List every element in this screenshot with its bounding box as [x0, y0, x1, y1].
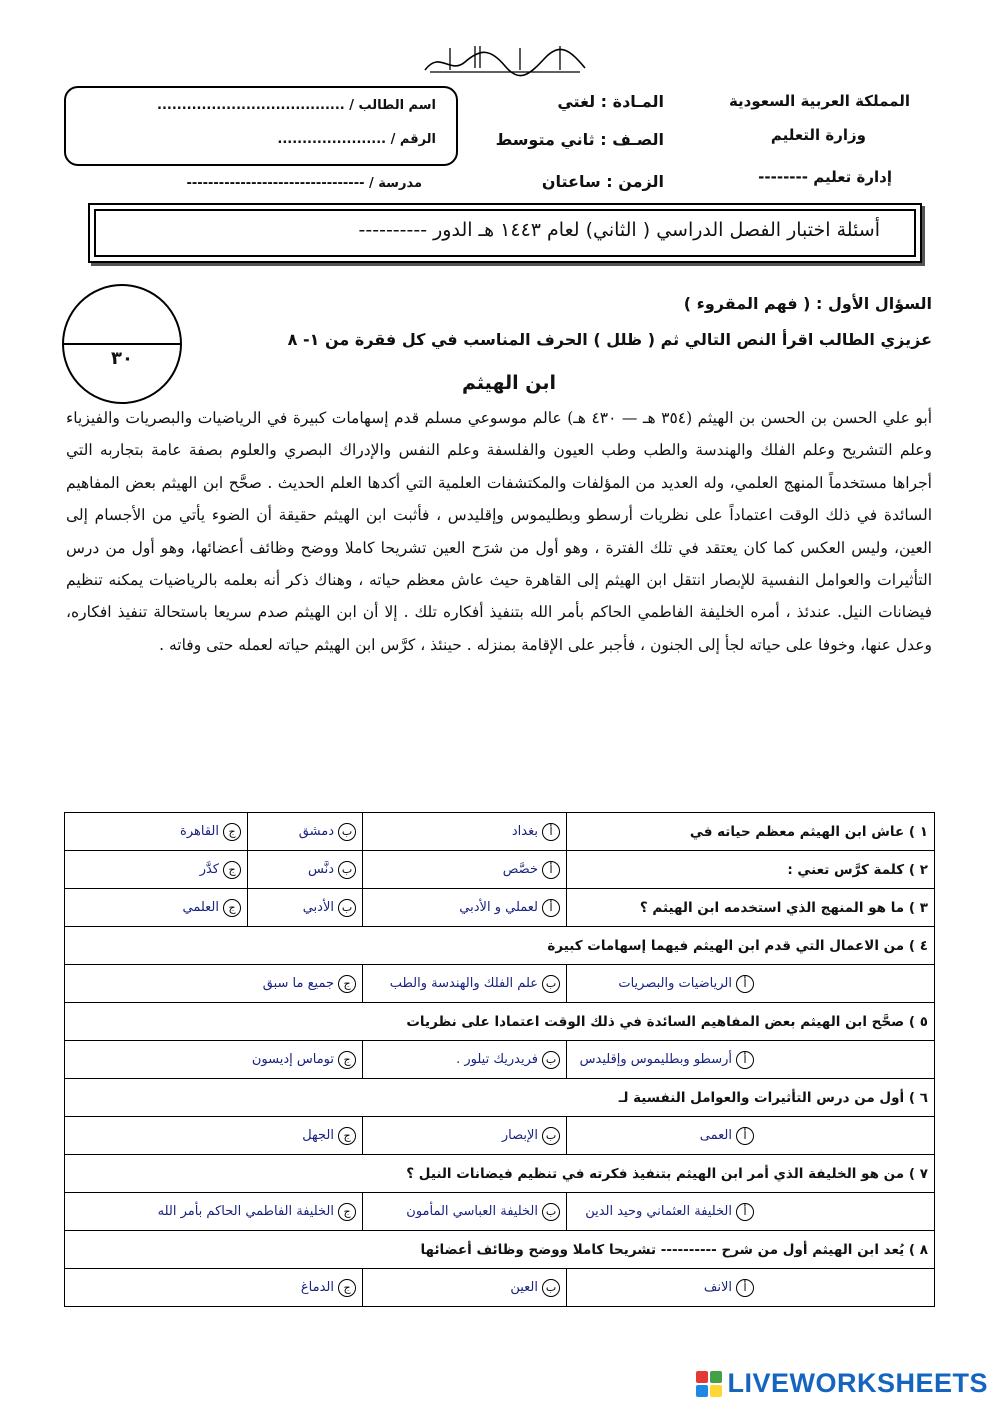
- grade-label: الصـف : ثاني متوسط: [495, 130, 664, 149]
- exam-title: أسئلة اختبار الفصل الدراسي ( الثاني) لعام ١٤٤٣ هـ الدور ----------: [358, 219, 880, 241]
- question-text-5: ٥ ) صحَّح ابن الهيثم بعض المفاهيم السائدة في ذلك الوقت اعتمادا على نظريات: [65, 1003, 935, 1041]
- option-a-4[interactable]: أ الرياضيات والبصريات: [567, 965, 935, 1003]
- admin-label: إدارة تعليم --------: [758, 168, 892, 186]
- option-b-1[interactable]: ب دمشق: [248, 813, 363, 851]
- options-row-6: [65, 1117, 935, 1155]
- option-b-4[interactable]: ب علم الفلك والهندسة والطب: [363, 965, 567, 1003]
- student-info-box: [64, 86, 458, 166]
- option-c-7[interactable]: ج الخليفة الفاطمي الحاكم بأمر الله: [65, 1193, 363, 1231]
- question-text-3: ٣ ) ما هو المنهج الذي استخدمه ابن الهيثم ؟: [567, 889, 935, 927]
- question-text-4: ٤ ) من الاعمال التي قدم ابن الهيثم فيهما إسهامات كبيرة: [65, 927, 935, 965]
- question-row-4: [65, 927, 935, 965]
- basmala-calligraphy: [420, 40, 590, 80]
- option-c-1[interactable]: ج القاهرة: [65, 813, 248, 851]
- question1-instruction: عزيزي الطالب اقرأ النص التالي ثم ( ظلل ) الحرف المناسب في كل فقرة من ١- ٨: [287, 330, 932, 349]
- option-c-8[interactable]: ج الدماغ: [65, 1269, 363, 1307]
- country-label: المملكة العربية السعودية: [728, 92, 910, 110]
- score-total: ٣٠: [111, 348, 133, 369]
- option-a-7[interactable]: أ الخليفة العثماني وحيد الدين: [567, 1193, 935, 1231]
- options-row-4: [65, 965, 935, 1003]
- score-circle: [62, 284, 182, 404]
- subject-label: المـادة : لغتي: [557, 92, 664, 111]
- ministry-label: وزارة التعليم: [770, 126, 866, 144]
- reading-passage: أبو علي الحسن بن الحسن بن الهيثم (٣٥٤ هـ — ٤٣٠ هـ) عالم موسوعي مسلم قدم إسهامات كبيرة في الرياضيات والبصريات والفيزياء وعلم التشريح وعلم الفلك والهندسة والطب وطب العيون والفلسفة وعلم النفس والإدراك البصري والعلوم بصفة عامة بتجاربه التي أجراها مستخدماً المنهج العلمي، وله العديد من المؤلفات والمكتشفات العلمية التي أكدها العلم الحديث . صحَّح ابن الهيثم بعض المفاهيم السائدة في ذلك الوقت اعتماداً على نظريات أرسطو وبطليموس وإقليدس ، فأثبت ابن الهيثم حقيقة أن الضوء يأتي من الأجسام إلى العين، وليس العكس كما كان يعتقد في تلك الفترة ، وهو أول من شرَح العين تشريحا كاملا ووضح وظائف أعضائها، وهو أول من درس التأثيرات والعوامل النفسية للإبصار انتقل ابن الهيثم إلى القاهرة حيث عاش معظم حياته ، وهناك ذكر أنه بعلمه بالرياضيات يمكنه تنظيم فيضانات النيل. عندئذ ، أمره الخليفة الفاطمي الحاكم بأمر الله بتنفيذ أفكاره تلك . إلا أن ابن الهيثم صدم سريعا باستحالة تنفيذ افكاره، وعدل عنها، وخوفا على حياته لجأ إلى الجنون ، فأجبر على الإقامة بمنزله . حينئذ ، كرَّس ابن الهيثم حياته لعمله حتى وفاته .: [66, 409, 932, 654]
- option-c-6[interactable]: ج الجهل: [65, 1117, 363, 1155]
- option-c-4[interactable]: ج جميع ما سبق: [65, 965, 363, 1003]
- student-name-field[interactable]: اسم الطالب / ......................................: [157, 98, 436, 113]
- passage-title: ابن الهيثم: [462, 372, 556, 394]
- time-label: الزمن : ساعتان: [541, 172, 664, 191]
- question-text-1: ١ ) عاش ابن الهيثم معظم حياته في: [567, 813, 935, 851]
- option-b-8[interactable]: ب العين: [363, 1269, 567, 1307]
- liveworksheets-icon: [696, 1371, 722, 1397]
- questions-table: [64, 812, 935, 1307]
- option-b-5[interactable]: ب فريدريك تيلور .: [363, 1041, 567, 1079]
- question-row-7: [65, 1155, 935, 1193]
- option-a-5[interactable]: أ أرسطو وبطليموس وإقليدس: [567, 1041, 935, 1079]
- option-a-8[interactable]: أ الانف: [567, 1269, 935, 1307]
- option-c-2[interactable]: ج كدَّر: [65, 851, 248, 889]
- question1-title: السؤال الأول : ( فهم المقروء ): [683, 294, 932, 313]
- liveworksheets-brand: LIVEWORKSHEETS: [727, 1368, 988, 1398]
- question-text-6: ٦ ) أول من درس التأثيرات والعوامل النفسية لـ: [65, 1079, 935, 1117]
- student-number-field[interactable]: الرقم / ......................: [277, 132, 436, 147]
- question-row-5: [65, 1003, 935, 1041]
- question-row-2: [65, 851, 935, 889]
- question-text-7: ٧ ) من هو الخليفة الذي أمر ابن الهيثم بتنفيذ فكرته في تنظيم فيضانات النيل ؟: [65, 1155, 935, 1193]
- option-a-2[interactable]: أ خصَّص: [363, 851, 567, 889]
- question-text-8: ٨ ) يُعد ابن الهيثم أول من شرح ---------- تشريحا كاملا ووضح وظائف أعضائها: [65, 1231, 935, 1269]
- school-field[interactable]: مدرسة / ---------------------------------: [186, 176, 422, 191]
- options-row-8: [65, 1269, 935, 1307]
- exam-title-box: [88, 203, 922, 263]
- question-text-2: ٢ ) كلمة كرَّس تعني :: [567, 851, 935, 889]
- option-b-3[interactable]: ب الأدبي: [248, 889, 363, 927]
- option-b-6[interactable]: ب الإبصار: [363, 1117, 567, 1155]
- option-a-3[interactable]: أ لعملي و الأدبي: [363, 889, 567, 927]
- option-b-2[interactable]: ب دنَّس: [248, 851, 363, 889]
- question-row-6: [65, 1079, 935, 1117]
- option-c-5[interactable]: ج توماس إديسون: [65, 1041, 363, 1079]
- question-row-3: [65, 889, 935, 927]
- question-row-1: [65, 813, 935, 851]
- question-row-8: [65, 1231, 935, 1269]
- option-c-3[interactable]: ج العلمي: [65, 889, 248, 927]
- option-a-6[interactable]: أ العمى: [567, 1117, 935, 1155]
- options-row-5: [65, 1041, 935, 1079]
- option-a-1[interactable]: أ بغداد: [363, 813, 567, 851]
- liveworksheets-logo[interactable]: [696, 1368, 988, 1399]
- option-b-7[interactable]: ب الخليفة العباسي المأمون: [363, 1193, 567, 1231]
- options-row-7: [65, 1193, 935, 1231]
